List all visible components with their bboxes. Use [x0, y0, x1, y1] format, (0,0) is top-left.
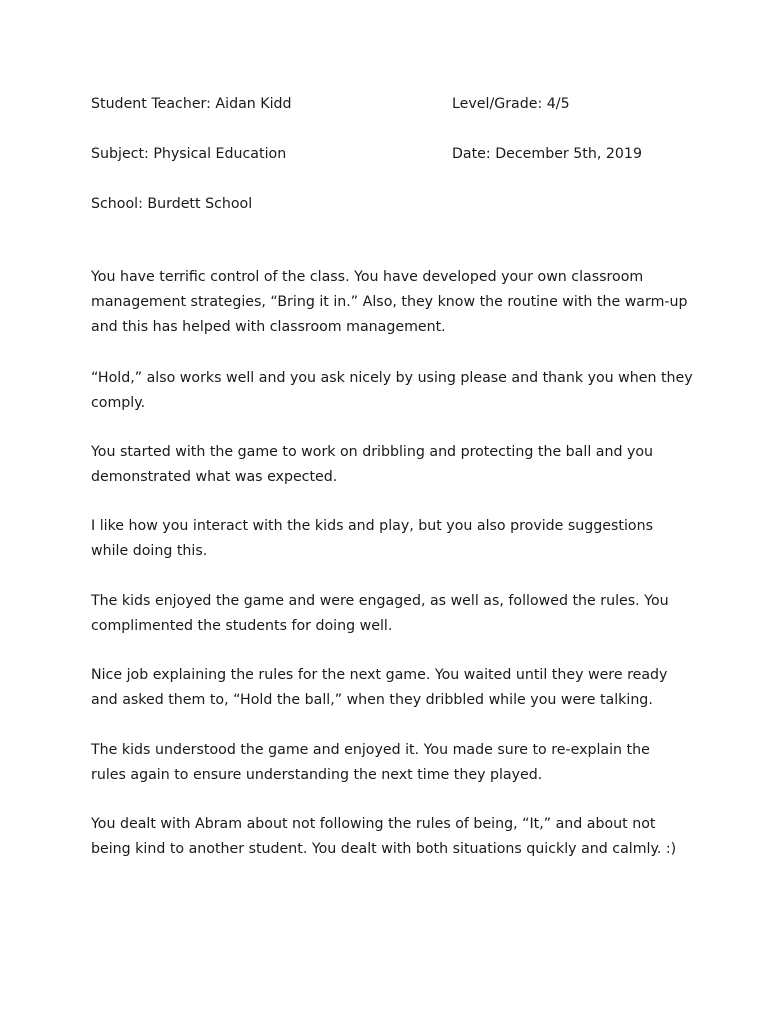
student-teacher-field: Student Teacher: Aidan Kidd — [91, 96, 292, 112]
feedback-paragraph — [91, 366, 691, 416]
paragraph-line: rules again to ensure understanding the next time they played. — [91, 767, 543, 783]
paragraph-line: complimented the students for doing well. — [91, 618, 393, 634]
paragraph-line: You started with the game to work on dribbling and protecting the ball and you — [91, 444, 654, 460]
date-field: Date: December 5th, 2019 — [452, 146, 642, 162]
paragraph-line: management strategies, “Bring it in.” Also, they know the routine with the warm-up — [91, 294, 688, 310]
paragraph-line: and asked them to, “Hold the ball,” when they dribbled while you were talking. — [91, 692, 653, 708]
feedback-paragraph — [91, 738, 691, 788]
school-field: School: Burdett School — [91, 196, 253, 212]
feedback-paragraph — [91, 514, 691, 564]
feedback-paragraph — [91, 812, 691, 862]
paragraph-line: “Hold,” also works well and you ask nicely by using please and thank you when they — [91, 370, 693, 386]
paragraph-line: demonstrated what was expected. — [91, 469, 338, 485]
feedback-paragraph — [91, 265, 691, 340]
feedback-paragraph — [91, 663, 691, 713]
paragraph-line: You have terrific control of the class. You have developed your own classroom — [91, 269, 644, 285]
paragraph-line: Nice job explaining the rules for the next game. You waited until they were ready — [91, 667, 668, 683]
subject-field: Subject: Physical Education — [91, 146, 287, 162]
paragraph-line: I like how you interact with the kids and play, but you also provide suggestions — [91, 518, 653, 534]
paragraph-line: The kids understood the game and enjoyed it. You made sure to re-explain the — [91, 742, 650, 758]
paragraph-line: being kind to another student. You dealt with both situations quickly and calmly. :) — [91, 841, 677, 857]
paragraph-line: and this has helped with classroom management. — [91, 319, 446, 335]
feedback-paragraph — [91, 440, 691, 490]
level-grade-field: Level/Grade: 4/5 — [452, 96, 570, 112]
paragraph-line: The kids enjoyed the game and were engaged, as well as, followed the rules. You — [91, 593, 669, 609]
feedback-paragraph — [91, 589, 691, 639]
paragraph-line: You dealt with Abram about not following the rules of being, “It,” and about not — [91, 816, 656, 832]
paragraph-line: comply. — [91, 395, 146, 411]
paragraph-line: while doing this. — [91, 543, 208, 559]
